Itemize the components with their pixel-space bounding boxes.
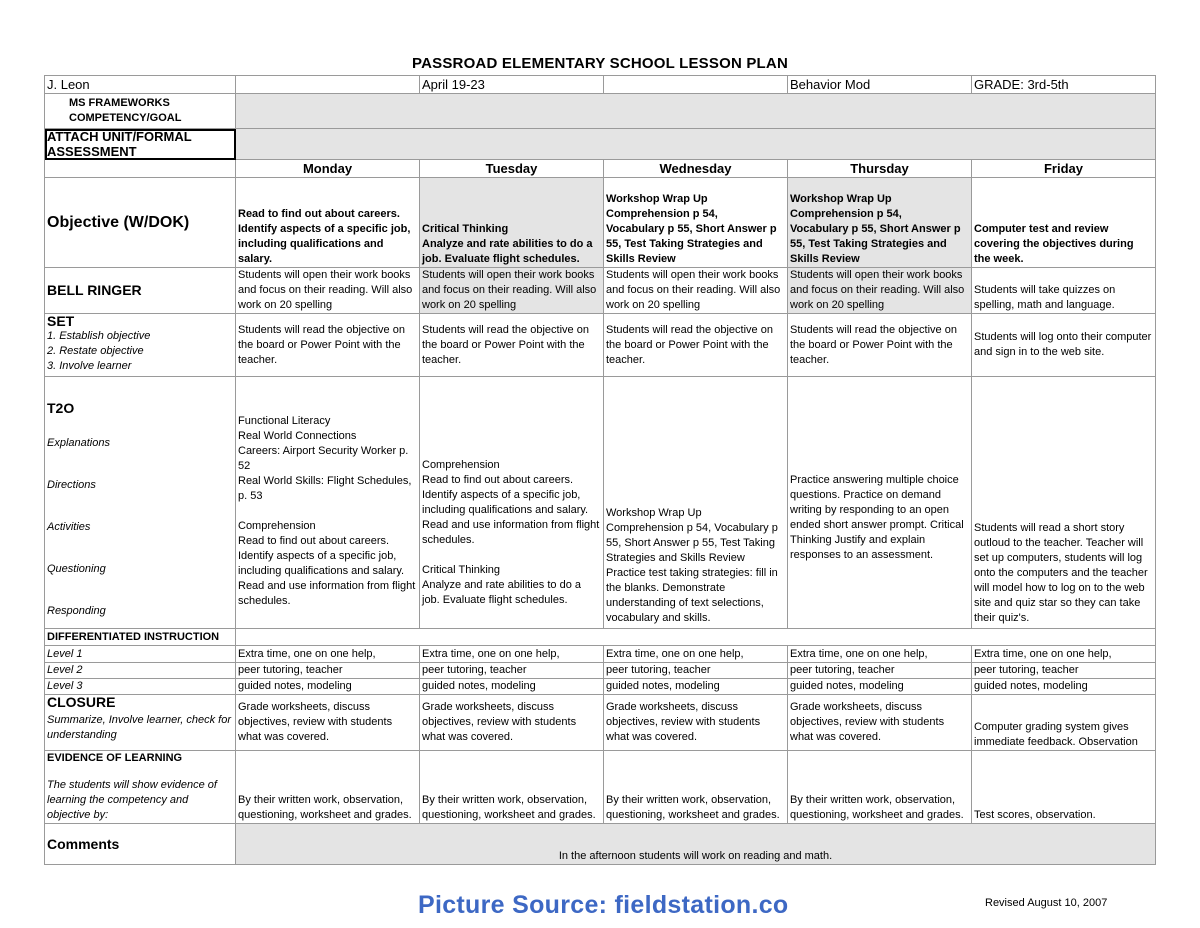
frameworks-row (45, 94, 1156, 129)
set-label: SET (47, 313, 75, 329)
t2o-label: T2O (47, 400, 75, 416)
set-monday: Students will read the objective on the board or Power Point with the teacher. (236, 314, 420, 377)
t2o-item: Activities (47, 521, 91, 533)
set-tuesday: Students will read the objective on the board or Power Point with the teacher. (420, 314, 604, 377)
closure-friday: Computer grading system gives immediate feedback. Observation (972, 695, 1156, 751)
set-friday: Students will log onto their computer and sign in to the web site. (972, 314, 1156, 377)
closure-label: CLOSURE (47, 694, 116, 710)
set-label-cell (45, 314, 236, 377)
differentiated-row (45, 629, 1156, 646)
day-tuesday: Tuesday (420, 160, 604, 178)
level-2-friday: peer tutoring, teacher (972, 663, 1156, 679)
level-1-monday: Extra time, one on one help, (236, 646, 420, 663)
revised-date: Revised August 10, 2007 (985, 897, 1108, 909)
level-1-tuesday: Extra time, one on one help, (420, 646, 604, 663)
blank-cell (236, 76, 420, 94)
t2o-label-cell (45, 377, 236, 629)
days-row (45, 160, 1156, 178)
grade-cell: GRADE: 3rd-5th (972, 76, 1156, 94)
evidence-monday: By their written work, observation, questioning, worksheet and grades. (236, 751, 420, 824)
evidence-friday: Test scores, observation. (972, 751, 1156, 824)
level-3-thursday: guided notes, modeling (788, 679, 972, 695)
t2o-tuesday: Comprehension Read to find out about careers. Identify aspects of a specific job, including qualifications and salary. Read and use information from flight schedules. Critical Thinking Analyze and rate abilities to do a job. Evaluate flight schedules. (420, 377, 604, 629)
level-2-row (45, 663, 1156, 679)
differentiated-value (236, 629, 1156, 646)
t2o-monday: Functional Literacy Real World Connections Careers: Airport Security Worker p. 52 Real World Skills: Flight Schedules, p. 53 Comprehension Read to find out about careers. Identify aspects of a specific job, including qualifications and salary. Read and use information from flight schedules. (236, 377, 420, 629)
attach-row (45, 129, 1156, 160)
closure-thursday: Grade worksheets, discuss objectives, review with students what was covered. (788, 695, 972, 751)
bell-ringer-tuesday: Students will open their work books and focus on their reading. Will also work on 20 spelling (420, 268, 604, 314)
level-2-thursday: peer tutoring, teacher (788, 663, 972, 679)
day-friday: Friday (972, 160, 1156, 178)
objective-label: Objective (W/DOK) (45, 178, 236, 268)
page-title: PASSROAD ELEMENTARY SCHOOL LESSON PLAN (412, 55, 788, 72)
set-item: 2. Restate objective (47, 345, 144, 357)
teacher-cell: J. Leon (45, 76, 236, 94)
set-item: 1. Establish objective (47, 330, 151, 342)
objective-thursday: Workshop Wrap Up Comprehension p 54, Vocabulary p 55, Short Answer p 55, Test Taking Strategies and Skills Review (788, 178, 972, 268)
comments-text: In the afternoon students will work on reading and math. (236, 824, 1156, 865)
evidence-label-cell (45, 751, 236, 824)
t2o-wednesday: Workshop Wrap Up Comprehension p 54, Vocabulary p 55, Short Answer p 55, Test Taking Strategies and Skills Review Practice test taking strategies: fill in the blanks. Demonstrate understanding of text selections, vocabulary and skills. (604, 377, 788, 629)
closure-label-cell (45, 695, 236, 751)
comments-row (45, 824, 1156, 865)
day-thursday: Thursday (788, 160, 972, 178)
closure-monday: Grade worksheets, discuss objectives, review with students what was covered. (236, 695, 420, 751)
t2o-item: Explanations (47, 437, 110, 449)
frameworks-value (236, 94, 1156, 129)
objective-wednesday: Workshop Wrap Up Comprehension p 54, Vocabulary p 55, Short Answer p 55, Test Taking Strategies and Skills Review (604, 178, 788, 268)
subject-cell: Behavior Mod (788, 76, 972, 94)
t2o-thursday: Practice answering multiple choice questions. Practice on demand writing by responding to an open ended short answer prompt. Critical Thinking Justify and explain responses to an assessment. (788, 377, 972, 629)
day-monday: Monday (236, 160, 420, 178)
closure-wednesday: Grade worksheets, discuss objectives, review with students what was covered. (604, 695, 788, 751)
evidence-label: EVIDENCE OF LEARNING (47, 752, 183, 764)
objective-row (45, 178, 1156, 268)
level-3-friday: guided notes, modeling (972, 679, 1156, 695)
closure-tuesday: Grade worksheets, discuss objectives, review with students what was covered. (420, 695, 604, 751)
level-2-label: Level 2 (45, 663, 236, 679)
bell-ringer-thursday: Students will open their work books and focus on their reading. Will also work on 20 spelling (788, 268, 972, 314)
bell-ringer-label: BELL RINGER (45, 268, 236, 314)
evidence-wednesday: By their written work, observation, questioning, worksheet and grades. (604, 751, 788, 824)
attach-label: ATTACH UNIT/FORMAL ASSESSMENT (45, 129, 236, 160)
comments-label: Comments (45, 824, 236, 865)
closure-row (45, 695, 1156, 751)
level-3-wednesday: guided notes, modeling (604, 679, 788, 695)
level-2-tuesday: peer tutoring, teacher (420, 663, 604, 679)
bell-ringer-row (45, 268, 1156, 314)
level-2-wednesday: peer tutoring, teacher (604, 663, 788, 679)
level-1-label: Level 1 (45, 646, 236, 663)
blank-cell (604, 76, 788, 94)
day-wednesday: Wednesday (604, 160, 788, 178)
t2o-row (45, 377, 1156, 629)
level-1-row (45, 646, 1156, 663)
bell-ringer-monday: Students will open their work books and focus on their reading. Will also work on 20 spelling (236, 268, 420, 314)
level-1-friday: Extra time, one on one help, (972, 646, 1156, 663)
differentiated-label: DIFFERENTIATED INSTRUCTION (45, 629, 236, 646)
t2o-friday: Students will read a short story outloud to the teacher. Teacher will set up computers, students will log onto the computers and the teacher will model how to log on to the web site and quiz star so they can take their quiz's. (972, 377, 1156, 629)
level-3-label: Level 3 (45, 679, 236, 695)
evidence-sub: The students will show evidence of learning the competency and objective by: (47, 779, 217, 821)
closure-sub: Summarize, Involve learner, check for understanding (47, 714, 232, 741)
picture-source-text: Picture Source: fieldstation.co (418, 891, 789, 919)
set-wednesday: Students will read the objective on the board or Power Point with the teacher. (604, 314, 788, 377)
t2o-item: Directions (47, 479, 96, 491)
lesson-plan-table (44, 75, 1156, 865)
evidence-thursday: By their written work, observation, questioning, worksheet and grades. (788, 751, 972, 824)
attach-value (236, 129, 1156, 160)
frameworks-label: MS FRAMEWORKS COMPETENCY/GOAL (45, 94, 236, 129)
t2o-item: Responding (47, 605, 106, 617)
set-row (45, 314, 1156, 377)
dates-cell: April 19-23 (420, 76, 604, 94)
level-1-thursday: Extra time, one on one help, (788, 646, 972, 663)
set-thursday: Students will read the objective on the board or Power Point with the teacher. (788, 314, 972, 377)
bell-ringer-wednesday: Students will open their work books and focus on their reading. Will also work on 20 spelling (604, 268, 788, 314)
evidence-tuesday: By their written work, observation, questioning, worksheet and grades. (420, 751, 604, 824)
t2o-item: Questioning (47, 563, 106, 575)
objective-tuesday: Critical Thinking Analyze and rate abilities to do a job. Evaluate flight schedules. (420, 178, 604, 268)
level-2-monday: peer tutoring, teacher (236, 663, 420, 679)
level-3-row (45, 679, 1156, 695)
level-1-wednesday: Extra time, one on one help, (604, 646, 788, 663)
objective-friday: Computer test and review covering the objectives during the week. (972, 178, 1156, 268)
set-item: 3. Involve learner (47, 360, 132, 372)
level-3-tuesday: guided notes, modeling (420, 679, 604, 695)
bell-ringer-friday: Students will take quizzes on spelling, math and language. (972, 268, 1156, 314)
level-3-monday: guided notes, modeling (236, 679, 420, 695)
objective-monday: Read to find out about careers. Identify aspects of a specific job, including qualifications and salary. (236, 178, 420, 268)
blank-cell (45, 160, 236, 178)
header-row (45, 76, 1156, 94)
evidence-row (45, 751, 1156, 824)
